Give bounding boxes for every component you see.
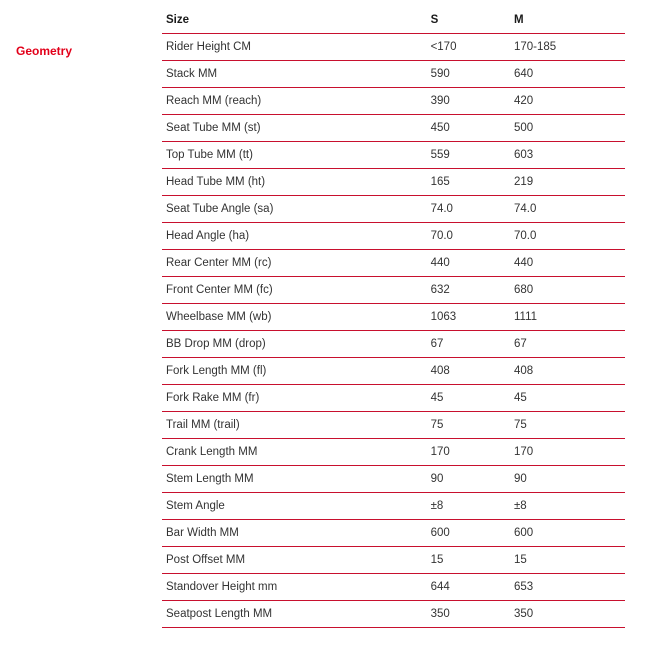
- header-row: [162, 7, 625, 34]
- row-label: Front Center MM (fc): [162, 277, 427, 304]
- value-size-m: 75: [510, 412, 625, 439]
- row-label: Crank Length MM: [162, 439, 427, 466]
- value-size-m: 600: [510, 520, 625, 547]
- value-size-s: 75: [427, 412, 510, 439]
- table-row: [162, 574, 625, 601]
- value-size-s: 15: [427, 547, 510, 574]
- table-row: [162, 34, 625, 61]
- value-size-s: 590: [427, 61, 510, 88]
- value-size-s: 170: [427, 439, 510, 466]
- table-row: [162, 520, 625, 547]
- row-label: Stem Length MM: [162, 466, 427, 493]
- row-label: BB Drop MM (drop): [162, 331, 427, 358]
- value-size-m: 170: [510, 439, 625, 466]
- value-size-s: 74.0: [427, 196, 510, 223]
- value-size-s: 408: [427, 358, 510, 385]
- row-label: Stem Angle: [162, 493, 427, 520]
- value-size-s: 165: [427, 169, 510, 196]
- row-label: Seat Tube MM (st): [162, 115, 427, 142]
- value-size-m: 500: [510, 115, 625, 142]
- row-label: Bar Width MM: [162, 520, 427, 547]
- value-size-m: 408: [510, 358, 625, 385]
- table-row: [162, 115, 625, 142]
- value-size-m: 350: [510, 601, 625, 628]
- row-label: Top Tube MM (tt): [162, 142, 427, 169]
- row-label: Reach MM (reach): [162, 88, 427, 115]
- row-label: Rider Height CM: [162, 34, 427, 61]
- value-size-s: 90: [427, 466, 510, 493]
- value-size-m: 440: [510, 250, 625, 277]
- value-size-s: 440: [427, 250, 510, 277]
- value-size-s: 632: [427, 277, 510, 304]
- value-size-s: 1063: [427, 304, 510, 331]
- value-size-m: 680: [510, 277, 625, 304]
- value-size-s: 450: [427, 115, 510, 142]
- value-size-m: 67: [510, 331, 625, 358]
- value-size-m: 1111: [510, 304, 625, 331]
- header-size-s: S: [427, 7, 510, 34]
- row-label: Head Tube MM (ht): [162, 169, 427, 196]
- value-size-m: 420: [510, 88, 625, 115]
- row-label: Stack MM: [162, 61, 427, 88]
- table-row: [162, 493, 625, 520]
- header-size: Size: [162, 7, 427, 34]
- geometry-table-header: [162, 7, 625, 34]
- value-size-s: 350: [427, 601, 510, 628]
- row-label: Fork Rake MM (fr): [162, 385, 427, 412]
- value-size-m: 74.0: [510, 196, 625, 223]
- table-row: [162, 358, 625, 385]
- value-size-m: ±8: [510, 493, 625, 520]
- value-size-m: 90: [510, 466, 625, 493]
- row-label: Post Offset MM: [162, 547, 427, 574]
- table-row: [162, 169, 625, 196]
- header-size-m: M: [510, 7, 625, 34]
- table-row: [162, 223, 625, 250]
- value-size-s: 559: [427, 142, 510, 169]
- table-row: [162, 601, 625, 628]
- value-size-m: 603: [510, 142, 625, 169]
- value-size-m: 45: [510, 385, 625, 412]
- geometry-table-body: [162, 34, 625, 628]
- row-label: Fork Length MM (fl): [162, 358, 427, 385]
- value-size-s: <170: [427, 34, 510, 61]
- row-label: Trail MM (trail): [162, 412, 427, 439]
- row-label: Seat Tube Angle (sa): [162, 196, 427, 223]
- value-size-m: 15: [510, 547, 625, 574]
- section-title-geometry: Geometry: [16, 44, 73, 58]
- table-row: [162, 466, 625, 493]
- table-row: [162, 547, 625, 574]
- value-size-m: 70.0: [510, 223, 625, 250]
- row-label: Head Angle (ha): [162, 223, 427, 250]
- value-size-m: 640: [510, 61, 625, 88]
- table-row: [162, 88, 625, 115]
- row-label: Wheelbase MM (wb): [162, 304, 427, 331]
- value-size-s: 70.0: [427, 223, 510, 250]
- value-size-m: 170-185: [510, 34, 625, 61]
- value-size-m: 219: [510, 169, 625, 196]
- value-size-s: 600: [427, 520, 510, 547]
- row-label: Rear Center MM (rc): [162, 250, 427, 277]
- table-row: [162, 304, 625, 331]
- table-row: [162, 196, 625, 223]
- value-size-m: 653: [510, 574, 625, 601]
- value-size-s: 67: [427, 331, 510, 358]
- table-row: [162, 385, 625, 412]
- table-row: [162, 331, 625, 358]
- value-size-s: 390: [427, 88, 510, 115]
- geometry-table: [162, 7, 625, 628]
- table-row: [162, 61, 625, 88]
- value-size-s: ±8: [427, 493, 510, 520]
- row-label: Seatpost Length MM: [162, 601, 427, 628]
- value-size-s: 644: [427, 574, 510, 601]
- value-size-s: 45: [427, 385, 510, 412]
- table-row: [162, 250, 625, 277]
- table-row: [162, 412, 625, 439]
- table-row: [162, 439, 625, 466]
- table-row: [162, 277, 625, 304]
- row-label: Standover Height mm: [162, 574, 427, 601]
- table-row: [162, 142, 625, 169]
